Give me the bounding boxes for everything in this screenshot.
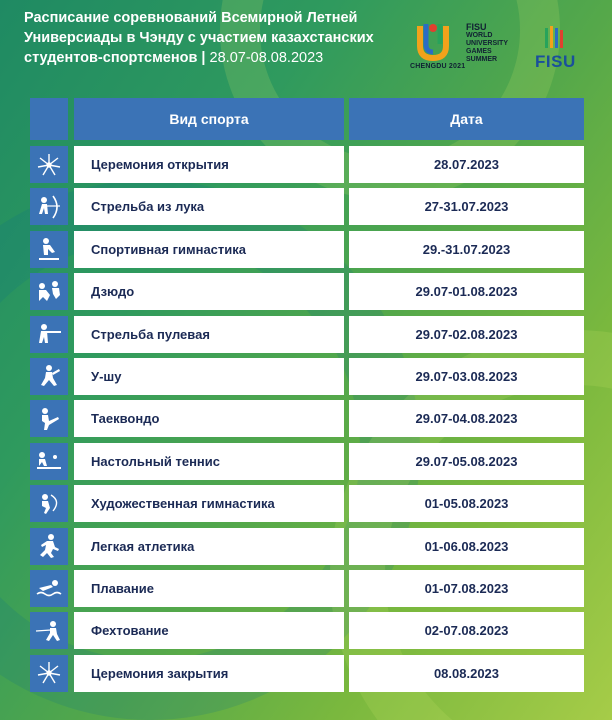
table-row [28,528,584,565]
fisu-mark-icon [542,26,564,50]
sport-name: Стрельба из лука [91,199,205,215]
games-wordmark [466,22,526,64]
date-cell [349,316,584,353]
date-cell [349,443,584,480]
rhythmic-gymnastics-icon [33,489,65,519]
sport-cell [74,570,344,607]
wushu-icon [33,361,65,391]
chengdu-wordmark: CHENGDU 2021 [410,63,466,70]
table-row [28,443,584,480]
sport-name: У-шу [91,368,122,384]
header-sport: Вид спорта [74,98,344,140]
sport-name: Художественная гимнастика [91,496,275,512]
icon-cell [30,358,68,395]
header-icon-cell [30,98,68,140]
icon-cell [30,612,68,649]
table-row [28,146,584,183]
games-line: WORLD [466,32,493,39]
logos [410,20,606,76]
sport-cell [74,612,344,649]
sport-name: Церемония закрытия [91,665,229,681]
poster-title [24,8,404,68]
icon-cell [30,146,68,183]
date-cell [349,188,584,225]
icon-cell [30,528,68,565]
table-body [28,146,584,692]
event-date: 28.07.2023 [433,157,500,172]
sport-name: Церемония открытия [91,157,229,172]
date-cell [349,146,584,183]
sport-cell [74,400,344,437]
icon-cell [30,570,68,607]
games-line: GAMES [466,48,492,55]
sport-cell [74,485,344,522]
date-cell [349,358,584,395]
event-date: 29.07-03.08.2023 [415,368,518,384]
sport-name: Плавание [91,580,154,596]
table-tennis-icon [33,446,65,476]
sport-name: Легкая атлетика [91,538,195,554]
date-cell [349,612,584,649]
sport-name: Стрельба пулевая [91,326,210,342]
archery-icon [33,192,65,222]
judo-icon [33,277,65,307]
date-cell [349,273,584,310]
sport-cell [74,188,344,225]
sport-cell [74,231,344,268]
athletics-icon [33,531,65,561]
date-cell [349,655,584,692]
schedule-table [28,98,584,697]
date-cell [349,231,584,268]
icon-cell [30,485,68,522]
date-cell [349,570,584,607]
fireworks-icon [33,658,65,688]
event-date: 01-05.08.2023 [424,496,509,512]
date-cell [349,400,584,437]
icon-cell [30,443,68,480]
swimming-icon [33,573,65,603]
icon-cell [30,188,68,225]
event-date: 08.08.2023 [433,665,500,681]
icon-cell [30,273,68,310]
icon-cell [30,655,68,692]
icon-cell [30,400,68,437]
sport-name: Спортивная гимнастика [91,241,247,257]
table-row [28,273,584,310]
event-date: 27-31.07.2023 [424,199,509,215]
sport-cell [74,528,344,565]
fireworks-icon [33,150,65,180]
table-row [28,485,584,522]
games-line: SUMMER [466,56,498,63]
sport-name: Фехтование [91,623,169,639]
date-cell [349,528,584,565]
table-row [28,231,584,268]
taekwondo-icon [33,404,65,434]
date-cell [349,485,584,522]
event-date: 02-07.08.2023 [424,623,509,639]
event-date: 29.07-01.08.2023 [415,284,518,300]
table-row [28,188,584,225]
icon-cell [30,231,68,268]
gymnastics-icon [33,234,65,264]
fencing-icon [33,616,65,646]
sport-cell [74,358,344,395]
event-date: 29.-31.07.2023 [422,241,511,257]
title-text: Расписание соревнований Всемирной Летней Универсиады в Чэнду с участием казахстанских студентов-спортсменов [24,10,374,66]
table-row [28,316,584,353]
games-line: FISU [466,22,487,32]
icon-cell [30,316,68,353]
sport-cell [74,443,344,480]
fisu-wordmark: FISU [535,52,576,71]
table-row [28,400,584,437]
table-row [28,358,584,395]
event-date: 29.07-05.08.2023 [415,453,518,469]
sport-cell [74,273,344,310]
sport-cell [74,316,344,353]
shooting-icon [33,319,65,349]
table-row [28,612,584,649]
header-date: Дата [349,98,584,140]
table-row [28,570,584,607]
event-date: 01-06.08.2023 [424,538,509,554]
title-dates: 28.07-08.08.2023 [209,50,324,66]
sport-name: Таеквондо [91,411,160,427]
sport-cell [74,146,344,183]
event-date: 01-07.08.2023 [424,580,509,596]
sport-cell [74,655,344,692]
games-line: UNIVERSITY [466,40,509,47]
sport-name: Настольный теннис [91,453,220,469]
table-header-row [28,98,584,140]
event-date: 29.07-02.08.2023 [415,326,518,342]
table-row [28,655,584,692]
event-date: 29.07-04.08.2023 [415,411,518,427]
sport-name: Дзюдо [91,284,135,300]
title-separator: | [197,50,210,66]
